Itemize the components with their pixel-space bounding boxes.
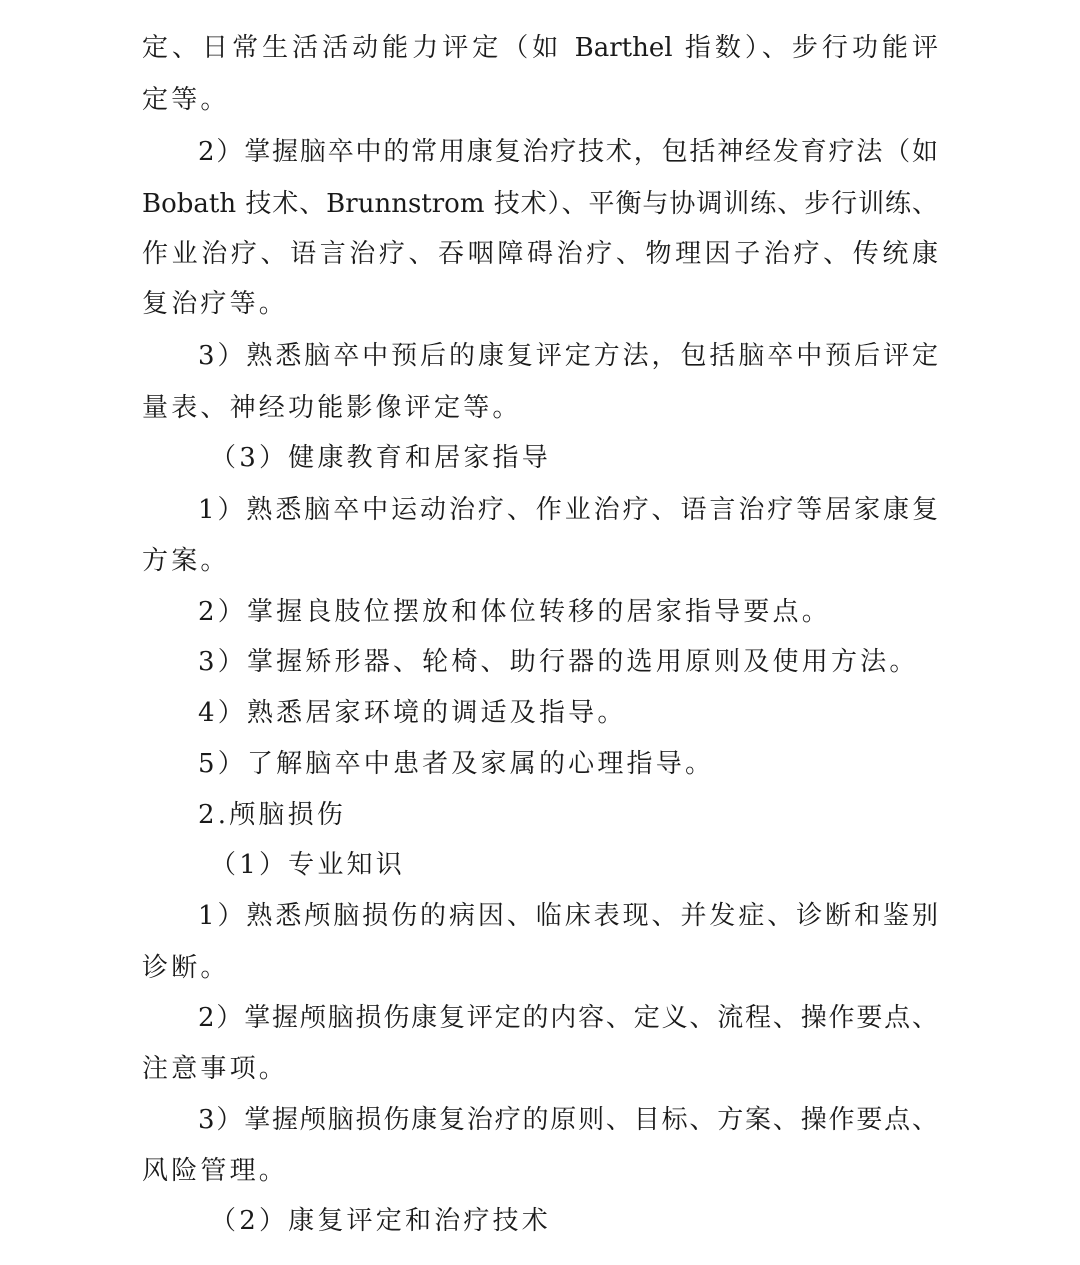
text-line: 定、日常生活活动能力评定（如 Barthel 指数）、步行功能评 <box>142 33 938 63</box>
text-line: 2）掌握良肢位摆放和体位转移的居家指导要点。 <box>198 597 831 627</box>
text-line: 5）了解脑卒中患者及家属的心理指导。 <box>198 749 715 779</box>
text-line: 诊断。 <box>142 953 230 983</box>
text-line: 3）熟悉脑卒中预后的康复评定方法，包括脑卒中预后评定 <box>198 341 938 371</box>
text-line: 量表、神经功能影像评定等。 <box>142 393 522 423</box>
text-line: 方案。 <box>142 546 230 576</box>
text-line: 作业治疗、语言治疗、吞咽障碍治疗、物理因子治疗、传统康 <box>142 239 938 269</box>
text-line: 定等。 <box>142 85 230 115</box>
section-heading: （1）专业知识 <box>210 850 405 880</box>
text-line: 3）掌握矫形器、轮椅、助行器的选用原则及使用方法。 <box>198 647 919 677</box>
text-line: 2）掌握脑卒中的常用康复治疗技术，包括神经发育疗法（如 <box>198 137 938 167</box>
text-line: 1）熟悉脑卒中运动治疗、作业治疗、语言治疗等居家康复 <box>198 495 938 525</box>
section-heading: （2）康复评定和治疗技术 <box>210 1206 551 1236</box>
text-line: 风险管理。 <box>142 1156 289 1186</box>
text-line: 复治疗等。 <box>142 289 289 319</box>
section-heading: （3）健康教育和居家指导 <box>210 443 551 473</box>
text-line: 注意事项。 <box>142 1054 289 1084</box>
section-heading: 2.颅脑损伤 <box>198 800 347 830</box>
text-line: Bobath 技术、Brunnstrom 技术）、平衡与协调训练、步行训练、 <box>142 189 938 219</box>
text-line: 3）掌握颅脑损伤康复治疗的原则、目标、方案、操作要点、 <box>198 1105 938 1135</box>
text-line: 4）熟悉居家环境的调适及指导。 <box>198 698 627 728</box>
text-line: 1）熟悉颅脑损伤的病因、临床表现、并发症、诊断和鉴别 <box>198 901 938 931</box>
text-line: 2）掌握颅脑损伤康复评定的内容、定义、流程、操作要点、 <box>198 1003 938 1033</box>
